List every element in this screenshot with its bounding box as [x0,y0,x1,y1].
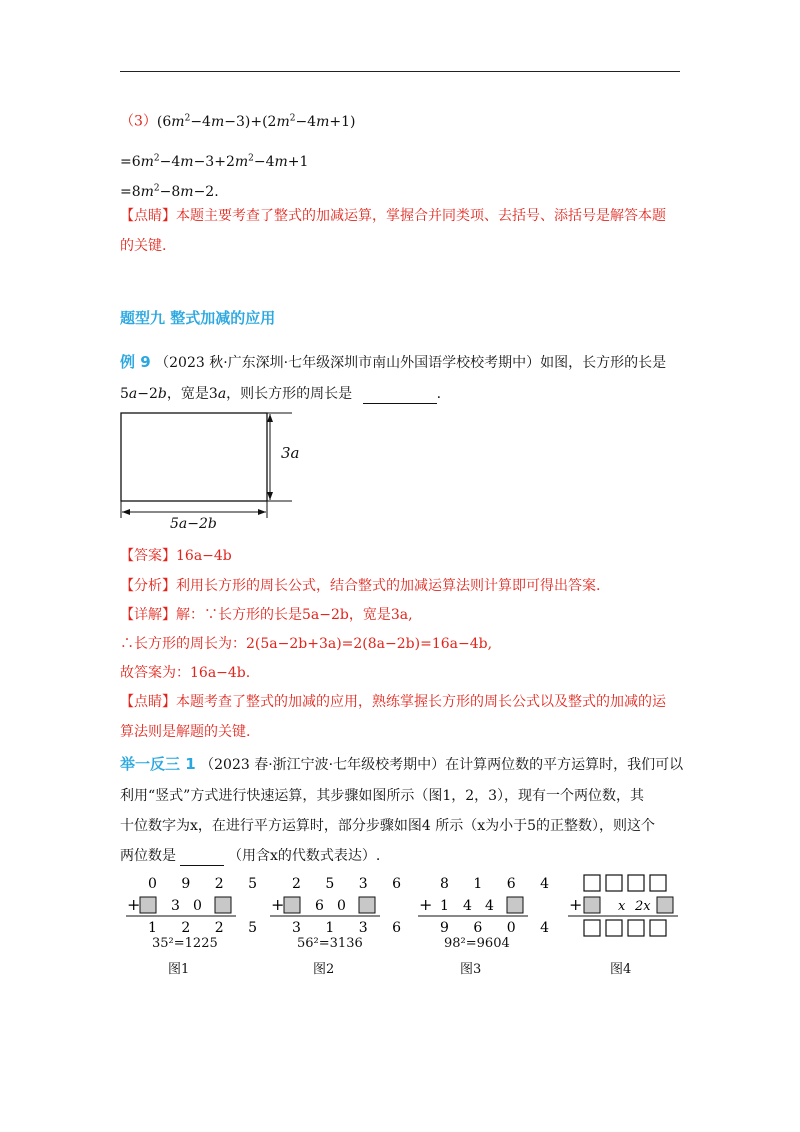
fig2-mid-1: 0 [337,898,346,914]
fig2-equation: 56²=3136 [297,936,363,951]
svg-text:+: + [569,895,583,914]
svg-text:+: + [419,895,433,914]
part3-expression: $(3)(6m^2-4m-3)+(2m^2-4m+1)$ [120,113,356,130]
rectangle [121,413,267,501]
fig1-bottom: 1 2 2 5 [148,920,267,936]
fig3-bottom: 9 6 0 4 [440,920,559,936]
example9-label: 例 9 [120,353,151,371]
fig1-mid-0: 3 [171,898,180,914]
svg-text:+: + [271,895,285,914]
fig2-top: 2 5 3 6 [292,876,411,892]
part3-step1: $=6m^2-4m-3+2m^2-4m+1$ [120,153,309,170]
example9-line1 [120,352,666,373]
analysis-line: 【分析】利用长方形的周长公式，结合整式的加减运算法则计算即可得出答案. [120,578,601,594]
header-rule [120,71,680,72]
fig1-equation: 35²=1225 [152,936,218,951]
width-label: 5a−2b [170,516,217,532]
comment1-line1: 【点睛】本题主要考查了整式的加减运算，掌握合并同类项、去括号、添括号是解答本题 [120,208,666,224]
fig3-caption: 图3 [460,962,482,977]
example9-line2: 5a−2b，宽是3a，则长方形的周长是 . [120,386,442,402]
detail-line2: ∴长方形的周长为：2(5a−2b+3a)=2(8a−2b)=16a−4b, [120,636,493,652]
detail-line3: 故答案为：16a−4b. [120,665,251,681]
fig1-caption: 图1 [168,962,190,977]
practice1-label: 举一反三 1 [120,755,196,773]
fig3-equation: 98²=9604 [444,936,510,951]
fig2-bottom: 3 1 3 6 [292,920,411,936]
practice-answer-blank[interactable] [180,851,224,866]
practice1-line2: 利用“竖式”方式进行快速运算，其步骤如图所示（图1，2，3），现有一个两位数，其 [120,788,645,804]
fig2-mid-0: 6 [315,898,324,914]
practice1-line4: 两位数是 （用含x的代数式表达）. [120,848,381,864]
fig4-mid-1: 2x [635,899,651,914]
part3-step2: $=8m^2-8m-2$. [120,183,219,200]
fig3-mid-0: 1 [440,898,449,914]
practice1-text1: （2023 春·浙江宁波·七年级校考期中）在计算两位数的平方运算时，我们可以 [200,757,684,773]
fig1-mid-1: 0 [193,898,202,914]
practice1-line1 [120,754,683,775]
detail-line1: 【详解】解：∵长方形的长是5a−2b，宽是3a, [120,607,413,623]
answer-line: 【答案】16a−4b [120,548,232,564]
fig3-mid-2: 4 [485,898,494,914]
svg-text:+: + [127,895,141,914]
rectangle-figure [112,408,312,523]
figure4-vertical [560,870,690,940]
fig4-mid-0: x [618,899,626,914]
fig4-caption: 图4 [610,962,632,977]
fig1-top: 0 9 2 5 [148,876,267,892]
fig2-caption: 图2 [313,962,335,977]
height-label: 3a [281,444,300,462]
example9-source: （2023 秋·广东深圳·七年级深圳市南山外国语学校校考期中）如图，长方形的长是 [155,355,667,371]
comment2-line2: 算法则是解题的关键. [120,724,251,740]
answer-blank[interactable] [363,389,437,404]
fig3-top: 8 1 6 4 [440,876,559,892]
fig3-mid-1: 4 [463,898,472,914]
section-title: 题型九 整式加减的应用 [120,309,276,327]
comment1-line2: 的关键. [120,238,167,254]
comment2-line1: 【点睛】本题考查了整式的加减的应用，熟练掌握长方形的周长公式以及整式的加减的运 [120,694,666,710]
practice1-line3: 十位数字为x，在进行平方运算时，部分步骤如图4 所示（x为小于5的正整数），则这个 [120,818,656,834]
